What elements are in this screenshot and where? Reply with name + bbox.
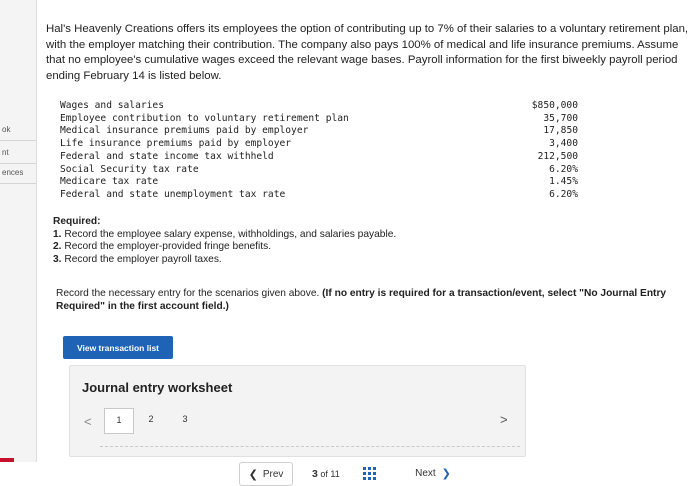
- required-item: 1. Record the employee salary expense, withholdings, and salaries payable.: [53, 228, 397, 240]
- row-value: $850,000: [531, 100, 578, 111]
- instructions-text: Record the necessary entry for the scenarios given above.: [56, 288, 323, 299]
- view-transaction-list-button[interactable]: View transaction list: [63, 336, 173, 359]
- row-label: Medical insurance premiums paid by employer: [60, 125, 309, 137]
- row-label: Social Security tax rate: [60, 163, 199, 175]
- row-label: Federal and state unemployment tax rate: [60, 188, 286, 200]
- table-row: [60, 113, 578, 126]
- row-value: 6.20%: [549, 188, 578, 200]
- journal-entry-worksheet: [69, 365, 526, 457]
- page-counter: 3 of 11: [312, 468, 340, 480]
- table-row: [60, 189, 578, 202]
- row-value: 212,500: [537, 150, 578, 162]
- row-label: Medicare tax rate: [60, 176, 159, 188]
- row-value: 6.20%: [549, 163, 578, 175]
- row-label: Federal and state income tax withheld: [60, 150, 274, 162]
- worksheet-page-2[interactable]: 2: [148, 414, 154, 424]
- worksheet-page-1[interactable]: 1: [104, 408, 134, 434]
- worksheet-page-3[interactable]: 3: [182, 414, 188, 424]
- next-button[interactable]: [407, 462, 459, 484]
- row-value: 3,400: [549, 138, 578, 150]
- grid-icon[interactable]: [363, 467, 376, 480]
- row-value: 17,850: [543, 125, 578, 137]
- required-item: 3. Record the employer payroll taxes.: [53, 253, 222, 265]
- worksheet-pagination: [84, 408, 202, 434]
- prev-label: Prev: [262, 468, 284, 480]
- next-label: Next: [415, 467, 436, 479]
- bottom-bar: [0, 462, 700, 486]
- current-page: 3: [312, 468, 318, 480]
- row-value: 1.45%: [549, 176, 578, 188]
- required-heading: Required:: [53, 216, 101, 227]
- instructions-note: (If no entry is required for a transaction/event, select "No Journal Entry Required" in the first account field.): [56, 288, 667, 312]
- chevron-left-icon: ❮: [248, 468, 258, 481]
- sidebar-item-book[interactable]: ok: [0, 120, 36, 141]
- instructions: [56, 288, 696, 314]
- table-row: [60, 164, 578, 177]
- chevron-right-icon: ❯: [441, 467, 451, 480]
- table-row: [60, 125, 578, 138]
- table-row: [60, 138, 578, 151]
- table-row: [60, 100, 578, 113]
- table-row: [60, 176, 578, 189]
- row-value: 35,700: [543, 112, 578, 124]
- worksheet-title: Journal entry worksheet: [82, 380, 233, 395]
- sidebar-item-print[interactable]: nt: [0, 143, 36, 164]
- chevron-right-icon[interactable]: >: [500, 412, 508, 427]
- row-label: Wages and salaries: [60, 100, 164, 111]
- sidebar: [0, 0, 37, 486]
- row-label: Employee contribution to voluntary retirement plan: [60, 112, 349, 124]
- sidebar-item-references[interactable]: ences: [0, 163, 36, 184]
- table-row: [60, 151, 578, 164]
- row-label: Life insurance premiums paid by employer: [60, 138, 292, 150]
- problem-intro: Hal's Heavenly Creations offers its employees the option of contributing up to 7% of their salaries to a voluntary retirement plan, with the employer matching their contribution. The company also pays 100% of medical and life insurance premiums. Assume that no employee's cumulative wages exceed the relevant wage bases. Payroll information for the first biweekly payroll period ending February 14 is listed below.: [46, 23, 689, 82]
- payroll-data-table: [60, 100, 578, 202]
- prev-button[interactable]: [239, 462, 293, 486]
- required-section: [53, 216, 396, 266]
- chevron-left-icon[interactable]: <: [84, 413, 92, 429]
- divider: [100, 446, 520, 447]
- required-item: 2. Record the employer-provided fringe benefits.: [53, 241, 272, 253]
